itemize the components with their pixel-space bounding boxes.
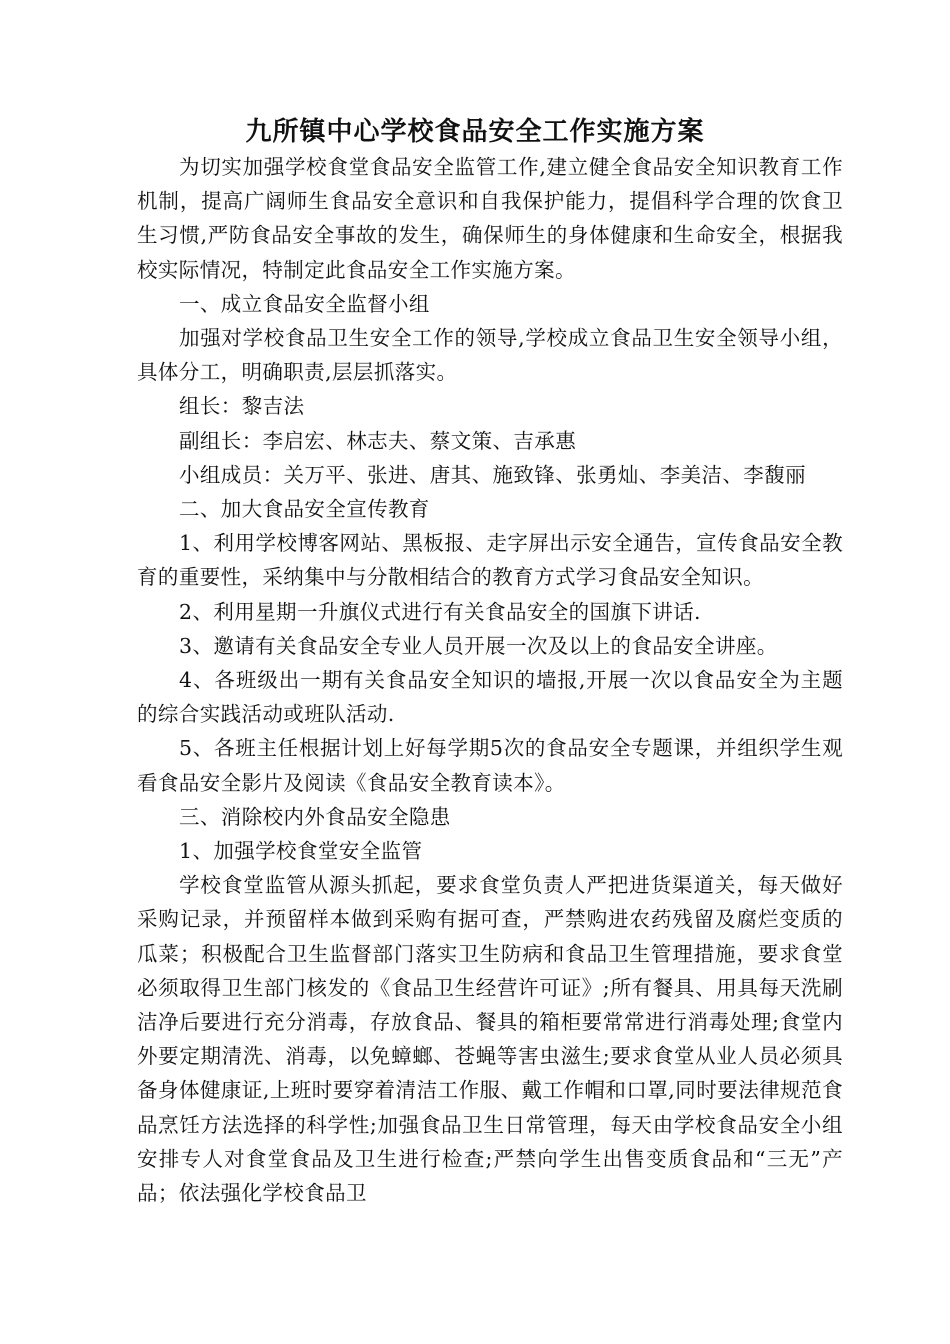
list-item: 3、邀请有关食品安全专业人员开展一次及以上的食品安全讲座。 — [179, 633, 778, 658]
document-body — [137, 150, 843, 1210]
body-paragraph: 加强对学校食品卫生安全工作的领导,学校成立食品卫生安全领导小组，具体分工，明确职责,层层抓落实。 — [137, 326, 843, 385]
body-paragraph: 学校食堂监管从源头抓起，要求食堂负责人严把进货渠道关，每天做好采购记录，并预留样本做到采购有据可查，严禁购进农药残留及腐烂变质的瓜菜；积极配合卫生监督部门落实卫生防病和食品卫生管理措施，要求食堂必须取得卫生部门核发的《食品卫生经营许可证》;所有餐具、用具每天洗刷洁净后要进行充分消毒，存放食品、餐具的箱柜要常常进行消毒处理;食堂内外要定期清洗、消毒，以免蟑螂、苍蝇等害虫滋生;要求食堂从业人员必须具备身体健康证,上班时要穿着清洁工作服、戴工作帽和口罩,同时要法律规范食品烹饪方法选择的科学性;加强食品卫生日常管理，每天由学校食品安全小组安排专人对食堂食品及卫生进行检查;严禁向学生出售变质食品和“三无”产品；依法强化学校食品卫 — [137, 873, 843, 1206]
group-members-line: 小组成员：关万平、张进、唐其、施致锋、张勇灿、李美洁、李馥丽 — [179, 462, 806, 487]
deputy-leader-line: 副组长：李启宏、林志夫、蔡文策、吉承惠 — [179, 428, 577, 453]
list-item: 2、利用星期一升旗仪式进行有关食品安全的国旗下讲话. — [179, 599, 701, 624]
section-heading-3: 三、消除校内外食品安全隐患 — [179, 804, 451, 829]
section-heading-2: 二、加大食品安全宣传教育 — [179, 497, 430, 522]
document-title: 九所镇中心学校食品安全工作实施方案 — [245, 117, 705, 147]
list-item: 4、各班级出一期有关食品安全知识的墙报,开展一次以食品安全为主题的综合实践活动或班队活动. — [137, 668, 843, 727]
intro-paragraph: 为切实加强学校食堂食品安全监管工作,建立健全食品安全知识教育工作机制，提高广阔师生食品安全意识和自我保护能力，提倡科学合理的饮食卫生习惯,严防食品安全事故的发生，确保师生的身体健康和生命安全，根据我校实际情况，特制定此食品安全工作实施方案。 — [137, 155, 843, 282]
section-heading-1: 一、成立食品安全监督小组 — [179, 291, 430, 316]
list-item: 5、各班主任根据计划上好每学期5次的食品安全专题课，并组织学生观看食品安全影片及阅读《食品安全教育读本》。 — [137, 736, 843, 795]
group-leader-line: 组长：黎吉法 — [179, 394, 305, 419]
list-item: 1、利用学校博客网站、黑板报、走字屏出示安全通告，宣传食品安全教育的重要性，采纳集中与分散相结合的教育方式学习食品安全知识。 — [137, 531, 843, 590]
subsection-heading: 1、加强学校食堂安全监管 — [179, 839, 423, 864]
